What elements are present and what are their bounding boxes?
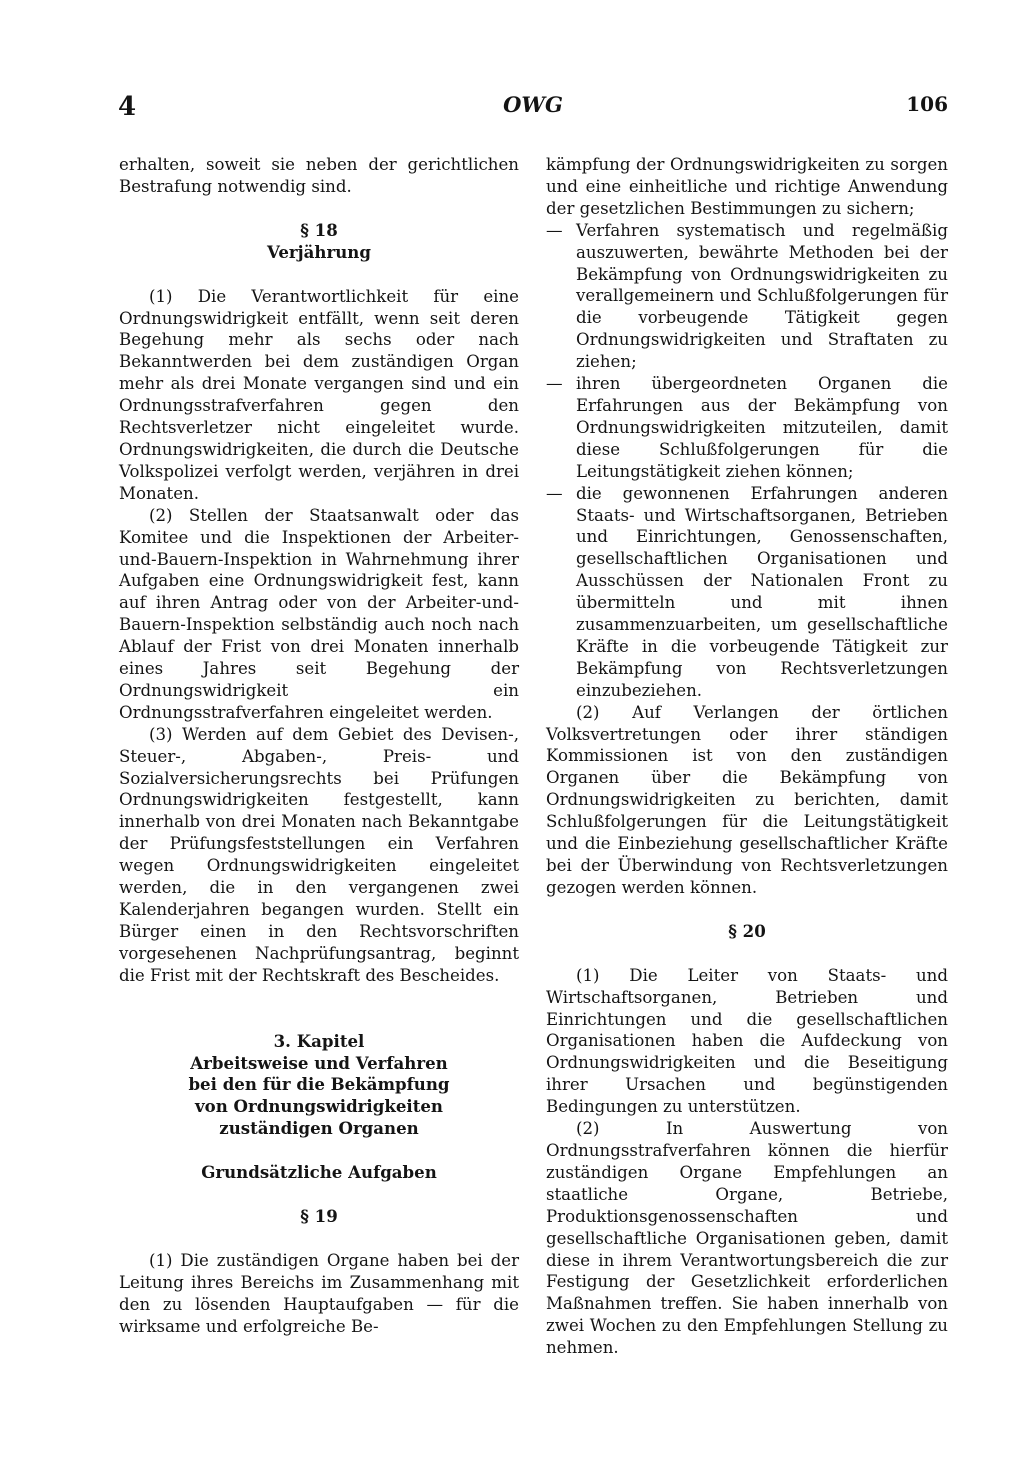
chapter-3-heading (119, 1031, 519, 1141)
chapter-heading-line: von Ordnungswidrigkeiten (195, 1096, 443, 1117)
list-item-text: die gewonnenen Erfahrungen anderen Staats- und Wirtschaftsorganen, Betrieben und Einrichtungen, Genossenschaften, gesellschaftlichen Organisationen und Ausschüssen der Nationalen Front zu übermitteln und mit ihnen zusammenzuarbeiten, um gesellschaftliche Kräfte in die vorbeugende Tätigkeit zur Bekämpfung von Rechtsverletzungen einzubeziehen. (576, 483, 948, 700)
section-number: § 20 (728, 920, 766, 941)
left-column (119, 154, 519, 1338)
section-18-heading (119, 220, 519, 264)
section-number: § 18 (300, 219, 338, 240)
paragraph: (2) Auf Verlangen der örtlichen Volksvertretungen oder ihrer ständigen Kommissionen ist von den zuständigen Organen über die Bekämpfung von Ordnungswidrigkeiten zu berichten, damit Schlußfolgerungen für die Leitungstätigkeit und die Einbeziehung gesellschaftlicher Kräfte bei der Überwindung von Rechtsverletzungen gezogen werden können. (546, 702, 948, 897)
page-number: 106 (906, 92, 948, 116)
page-header (118, 92, 948, 122)
paragraph: (1) Die Verantwortlichkeit für eine Ordnungswidrigkeit entfällt, wenn seit deren Begehung mehr als sechs oder nach Bekanntwerden bei dem zuständigen Organ mehr als drei Monate vergangen sind und ein Ordnungsstrafverfahren gegen den Rechtsverletzer nicht eingeleitet wurde. Ordnungswidrigkeiten, die durch die Deutsche Volkspolizei verfolgt werden, verjähren in drei Monaten. (119, 286, 519, 503)
chapter-heading-line: bei den für die Bekämpfung (188, 1074, 450, 1095)
subheading: Grundsätzliche Aufgaben (201, 1162, 437, 1183)
chapter-number: 4 (118, 92, 137, 122)
list-item (546, 373, 948, 483)
paragraph: (1) Die Leiter von Staats- und Wirtschaftsorganen, Betrieben und Einrichtungen und die gesellschaftlichen Organisationen haben die Aufdeckung von Ordnungswidrigkeiten und die Beseitigung ihrer Ursachen und begünstigenden Bedingungen zu unterstützen. (546, 965, 948, 1117)
chapter-heading-line: 3. Kapitel (273, 1030, 365, 1051)
continued-paragraph: erhalten, soweit sie neben der gerichtlichen Bestrafung notwendig sind. (119, 155, 519, 196)
dash-bullet: — (546, 374, 563, 394)
continued-paragraph: kämpfung der Ordnungswidrigkeiten zu sorgen und eine einheitliche und richtige Anwendung der gesetzlichen Bestimmungen zu sichern; (546, 155, 948, 218)
paragraph: (2) In Auswertung von Ordnungsstrafverfahren können die hierfür zuständigen Organe Empfehlungen an staatliche Organe, Betriebe, Produktionsgenossenschaften und gesellschaftliche Organisationen geben, damit diese in ihrem Verantwortungsbereich die zur Festigung der Gesetzlichkeit erforderlichen Maßnahmen treffen. Sie haben innerhalb von zwei Wochen zu den Empfehlungen Stellung zu nehmen. (546, 1119, 948, 1358)
list-item-text: ihren übergeordneten Organen die Erfahrungen aus der Bekämpfung von Ordnungswidrigkeiten mitzuteilen, damit diese Schlußfolgerungen für die Leitungstätigkeit ziehen können; (576, 374, 948, 481)
paragraph: (2) Stellen der Staatsanwalt oder das Komitee und die Inspektionen der Arbeiter-und-Bauern-Inspektion in Wahrnehmung ihrer Aufgaben eine Ordnungswidrigkeit fest, kann auf ihren Antrag oder von der Arbeiter-und-Bauern-Inspektion selbständig auch noch nach Ablauf der Frist von drei Monaten innerhalb eines Jahres seit Begehung der Ordnungswidrigkeit ein Ordnungsstrafverfahren eingeleitet werden. (119, 505, 519, 722)
paragraph: (1) Die zuständigen Organe haben bei der Leitung ihres Bereichs im Zusammenhang mit den zu lösenden Hauptaufgaben — für die wirksame und erfolgreiche Be- (119, 1250, 519, 1336)
paragraph: (3) Werden auf dem Gebiet des Devisen-, Steuer-, Abgaben-, Preis- und Sozialversicherungsrechts bei Prüfungen Ordnungswidrigkeiten festgestellt, kann innerhalb von drei Monaten nach Bekanntgabe der Prüfungsfeststellungen ein Verfahren wegen Ordnungswidrigkeiten eingeleitet werden, die in den vergangenen zwei Kalenderjahren begangen wurden. Stellt ein Bürger einen in den Rechtsvorschriften vorgesehenen Nachprüfungsantrag, beginnt die Frist mit der Rechtskraft des Bescheides. (119, 724, 519, 985)
section-number: § 19 (300, 1206, 338, 1227)
dash-bullet: — (546, 483, 563, 503)
section-title: Verjährung (267, 241, 371, 262)
chapter-heading-line: zuständigen Organen (219, 1118, 419, 1139)
list-item (546, 220, 948, 373)
chapter-heading-line: Arbeitsweise und Verfahren (190, 1052, 448, 1073)
list-item-text: Verfahren systematisch und regelmäßig auszuwerten, bewährte Methoden bei der Bekämpfung von Ordnungswidrigkeiten zu verallgemeinern und Schlußfolgerungen für die vorbeugende Tätigkeit gegen Ordnungswidrigkeiten und Straftaten zu ziehen; (576, 220, 948, 372)
running-title: OWG (503, 92, 563, 117)
right-column (546, 154, 948, 1359)
list-item (546, 483, 948, 702)
dash-bullet: — (546, 220, 563, 240)
